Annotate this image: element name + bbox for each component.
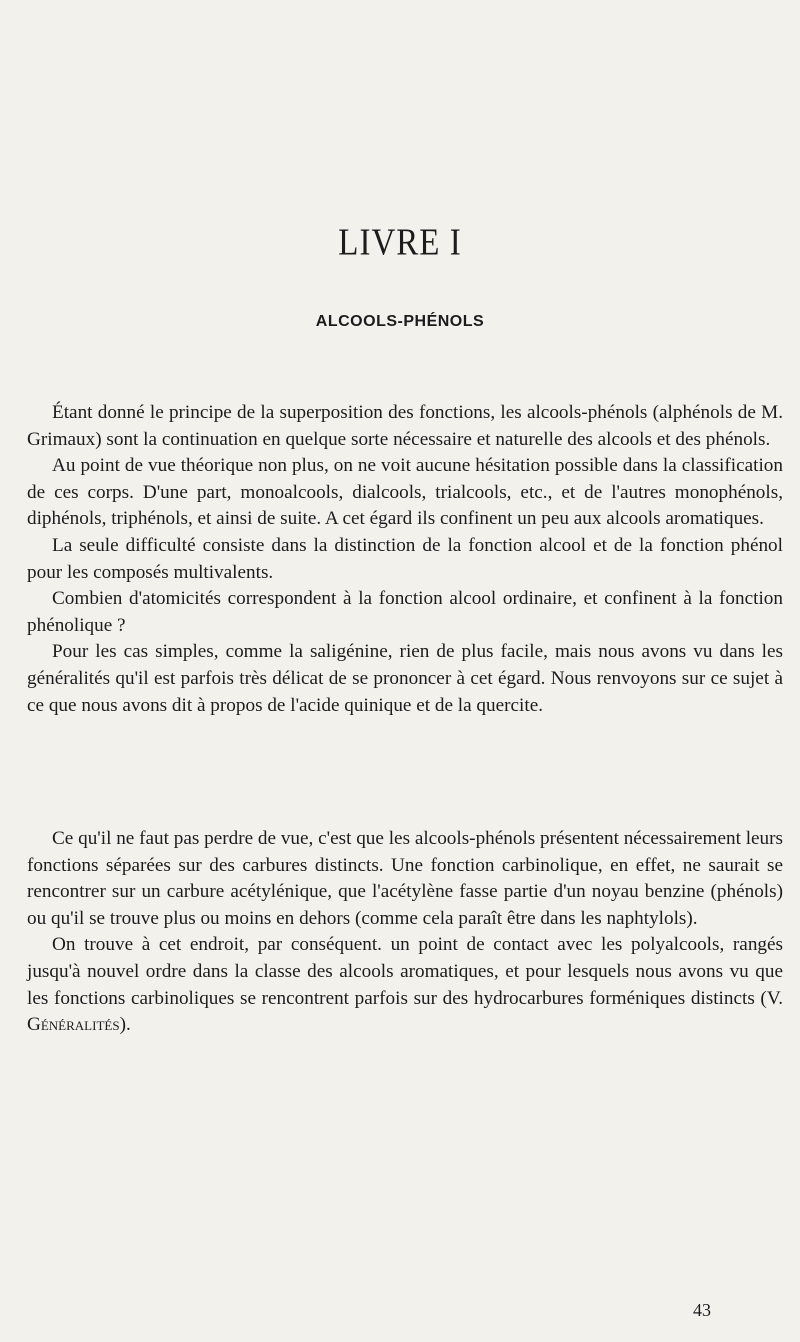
text-block-1 [27,400,783,719]
reference-label: Généralités [27,1014,120,1036]
text-block-2 [27,826,783,1039]
paragraph: Pour les cas simples, comme la saligénine, rien de plus facile, mais nous avons vu dans les généralités qu'il est parfois très délicat de se prononcer à cet égard. Nous renvoyons sur ce sujet à ce que nous avons dit à propos de l'acide quinique et de la quercite. [27,641,783,716]
paragraph: La seule difficulté consiste dans la distinction de la fonction alcool et de la fonction phénol pour les composés multivalents. [27,534,783,583]
paragraph-with-reference [27,932,783,1038]
page-subtitle: ALCOOLS-PHÉNOLS [315,313,485,330]
reference-close: ). [119,1014,131,1036]
paragraph: Au point de vue théorique non plus, on ne voit aucune hésitation possible dans la classification de ces corps. D'une part, monoalcools, dialcools, trialcools, etc., et de l'autres monophénols, diphénols, triphénols, et ainsi de suite. A cet égard ils confinent un peu aux alcools aromatiques. [27,455,783,530]
page-number: 43 [693,1300,711,1320]
paragraph: Étant donné le principe de la superposition des fonctions, les alcools-phénols (alphénols de M. Grimaux) sont la continuation en quelque sorte nécessaire et naturelle des alcools et des phénols. [27,402,783,450]
bleed-through-top [40,40,770,220]
paragraph-text: On trouve à cet endroit, par conséquent. un point de contact avec les polyalcools, rangés jusqu'à nouvel ordre dans la classe des alcools aromatiques, et pour lesquels nous avons vu que les fonctions carbinoliques se rencontrent parfois sur des hydrocarbures forméniques distincts (V. [27,934,783,1009]
page-title: LIVRE I [338,222,462,264]
paragraph: Combien d'atomicités correspondent à la fonction alcool ordinaire, et confinent à la fonction phénolique ? [27,588,783,636]
paragraph: Ce qu'il ne faut pas perdre de vue, c'est que les alcools-phénols présentent nécessairement leurs fonctions séparées sur des carbures distincts. Une fonction carbinolique, en effet, ne saurait se rencontrer sur un carbure acétylénique, que l'acétylène fasse partie d'un noyau benzine (phénols) ou qu'il se trouve plus ou moins en dehors (comme cela paraît être dans les naphtylols). [27,828,783,929]
